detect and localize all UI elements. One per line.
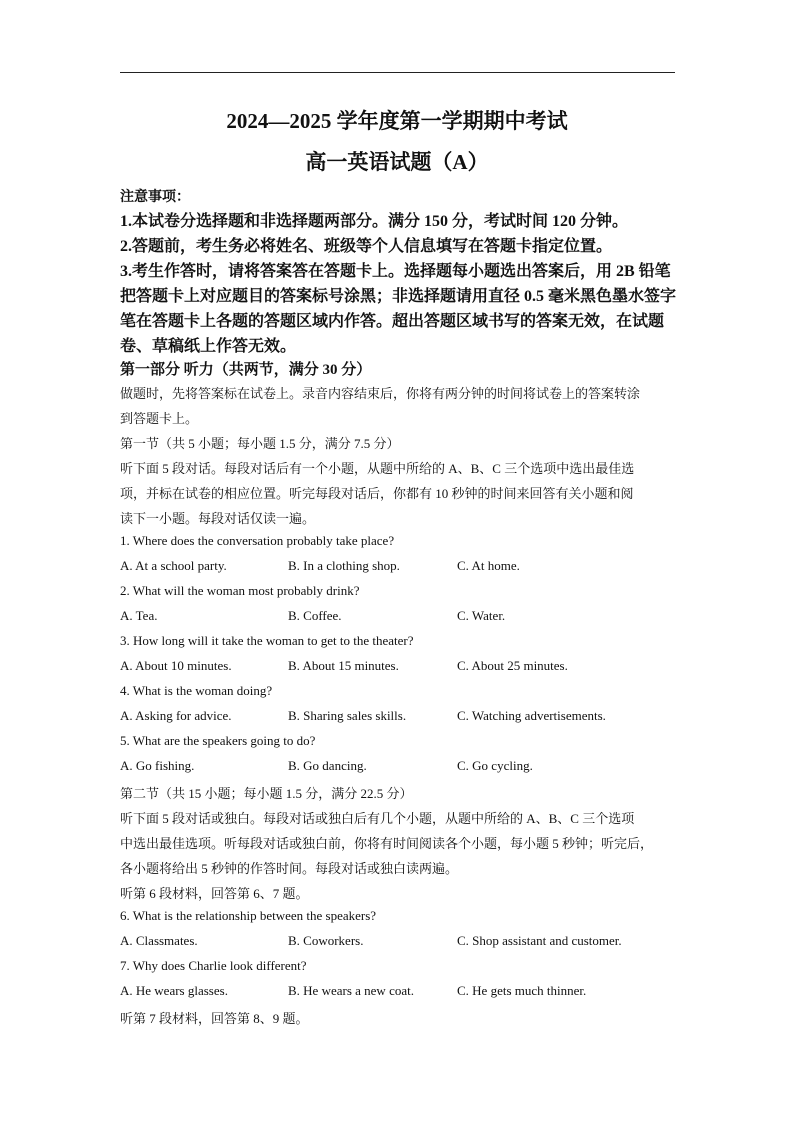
header-rule bbox=[120, 72, 675, 73]
question-1-option-b: B. In a clothing shop. bbox=[288, 558, 400, 573]
question-1: 1. Where does the conversation probably take place? bbox=[120, 533, 395, 548]
question-5-option-c: C. Go cycling. bbox=[457, 758, 533, 773]
question-4-option-a: A. Asking for advice. bbox=[120, 708, 232, 723]
question-6-option-b: B. Coworkers. bbox=[288, 933, 364, 948]
question-6: 6. What is the relationship between the speakers? bbox=[120, 908, 377, 923]
question-4-option-b: B. Sharing sales skills. bbox=[288, 708, 407, 723]
question-5: 5. What are the speakers going to do? bbox=[120, 733, 316, 748]
notes-item-2: 2.答题前，考生务必将姓名、班级等个人信息填写在答题卡指定位置。 bbox=[120, 238, 613, 255]
question-1-option-a: A. At a school party. bbox=[120, 558, 227, 573]
section2-instructions-line-1: 听下面 5 段对话或独白。每段对话或独白后有几个小题，从题中所给的 A、B、C 三个选项 bbox=[120, 811, 635, 826]
notes-item-3-line-4: 卷、草稿纸上作答无效。 bbox=[120, 338, 297, 355]
material-7-note: 听第 7 段材料，回答第 8、9 题。 bbox=[120, 1011, 309, 1026]
question-2: 2. What will the woman most probably drink? bbox=[120, 583, 360, 598]
question-2-option-c: C. Water. bbox=[457, 608, 506, 623]
question-3-option-a: A. About 10 minutes. bbox=[120, 658, 232, 673]
exam-subtitle: 高一英语试题（A） bbox=[305, 150, 489, 174]
notes-item-3-line-2: 把答题卡上对应题目的答案标号涂黑；非选择题请用直径 0.5 毫米黑色墨水签字 bbox=[120, 288, 677, 305]
part1-instructions-line-2: 到答题卡上。 bbox=[120, 411, 199, 426]
section2-instructions-line-2: 中选出最佳选项。听每段对话或独白前，你将有时间阅读各个小题，每小题 5 秒钟；听完后， bbox=[120, 836, 654, 851]
question-3: 3. How long will it take the woman to get to the theater? bbox=[120, 633, 414, 648]
question-4-option-c: C. Watching advertisements. bbox=[457, 708, 606, 723]
question-3-option-c: C. About 25 minutes. bbox=[457, 658, 568, 673]
material-6-note: 听第 6 段材料，回答第 6、7 题。 bbox=[120, 886, 309, 901]
question-4: 4. What is the woman doing? bbox=[120, 683, 273, 698]
question-1-option-c: C. At home. bbox=[457, 558, 520, 573]
notes-item-3-line-3: 笔在答题卡上各题的答题区域内作答。超出答题区域书写的答案无效，在试题 bbox=[120, 313, 665, 330]
exam-title: 2024—2025 学年度第一学期期中考试 bbox=[226, 109, 568, 133]
part1-heading: 第一部分 听力（共两节，满分 30 分） bbox=[120, 362, 372, 378]
section1-instructions-line-3: 读下一小题。每段对话仅读一遍。 bbox=[120, 511, 316, 526]
question-5-option-b: B. Go dancing. bbox=[288, 758, 367, 773]
question-6-option-a: A. Classmates. bbox=[120, 933, 198, 948]
question-2-option-b: B. Coffee. bbox=[288, 608, 342, 623]
question-7-option-c: C. He gets much thinner. bbox=[457, 983, 587, 998]
notes-item-1: 1.本试卷分选择题和非选择题两部分。满分 150 分，考试时间 120 分钟。 bbox=[120, 213, 629, 230]
question-3-option-b: B. About 15 minutes. bbox=[288, 658, 399, 673]
section2-heading: 第二节（共 15 小题；每小题 1.5 分，满分 22.5 分） bbox=[120, 786, 413, 801]
notes-item-3-line-1: 3.考生作答时，请将答案答在答题卡上。选择题每小题选出答案后，用 2B 铅笔 bbox=[120, 263, 671, 280]
question-5-option-a: A. Go fishing. bbox=[120, 758, 195, 773]
notes-heading: 注意事项： bbox=[120, 190, 190, 205]
section1-heading: 第一节（共 5 小题；每小题 1.5 分，满分 7.5 分） bbox=[120, 436, 400, 451]
question-7-option-b: B. He wears a new coat. bbox=[288, 983, 414, 998]
section1-instructions-line-1: 听下面 5 段对话。每段对话后有一个小题，从题中所给的 A、B、C 三个选项中选出最佳选 bbox=[120, 461, 635, 476]
question-7-option-a: A. He wears glasses. bbox=[120, 983, 228, 998]
section1-instructions-line-2: 项，并标在试卷的相应位置。听完每段对话后，你都有 10 秒钟的时间来回答有关小题和阅 bbox=[120, 486, 634, 501]
question-2-option-a: A. Tea. bbox=[120, 608, 158, 623]
question-7: 7. Why does Charlie look different? bbox=[120, 958, 307, 973]
question-6-option-c: C. Shop assistant and customer. bbox=[457, 933, 622, 948]
part1-instructions-line-1: 做题时，先将答案标在试卷上。录音内容结束后，你将有两分钟的时间将试卷上的答案转涂 bbox=[120, 386, 641, 401]
section2-instructions-line-3: 各小题将给出 5 秒钟的作答时间。每段对话或独白读两遍。 bbox=[120, 861, 459, 876]
